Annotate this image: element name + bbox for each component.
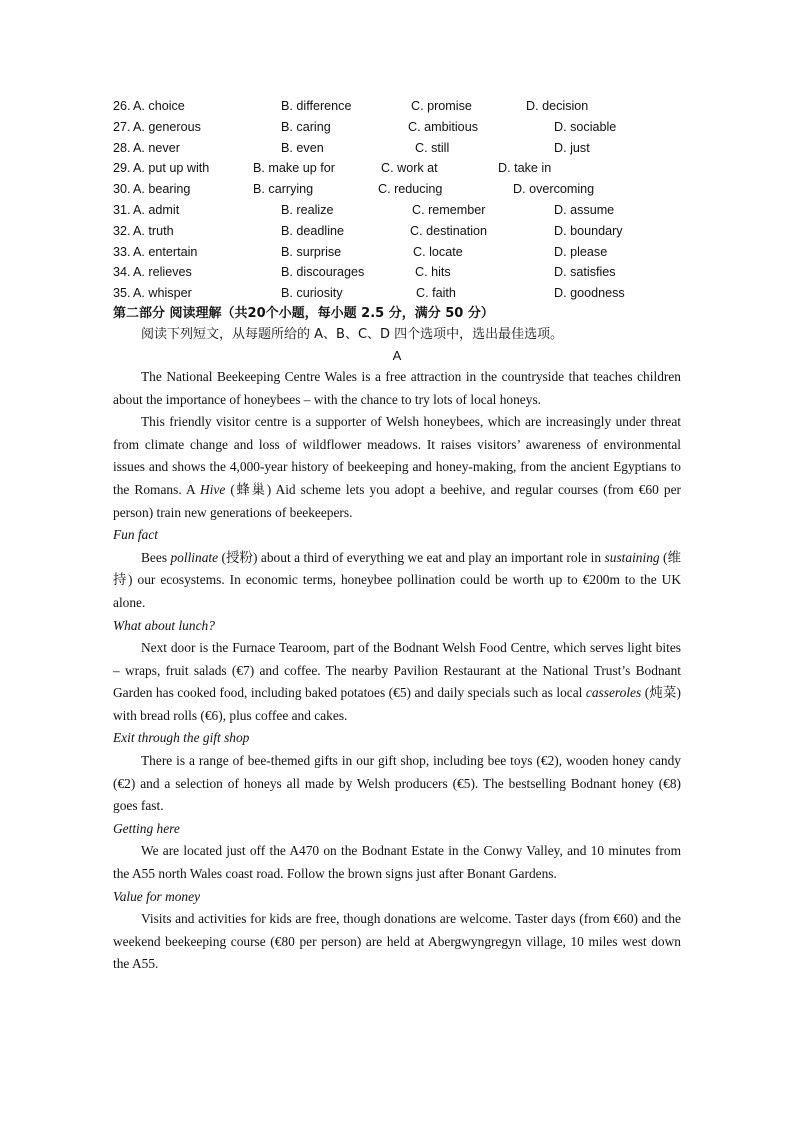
question-number: 30. bbox=[113, 182, 131, 197]
text-run: This friendly visitor centre is a supporter of Welsh honeybees, which are increasingly under threat from climate change and loss of wildflower meadows. It raises visitors’ awareness of environmental issues and shows the 4,000-year history of beekeeping and honey-making, from the ancient Egyptians to the Romans. A bbox=[113, 414, 681, 497]
option-b: B. even bbox=[281, 140, 324, 155]
option-c: C. ambitious bbox=[408, 119, 478, 134]
question-number: 34. bbox=[113, 265, 131, 280]
option-d: D. assume bbox=[554, 202, 615, 217]
question-number: 35. bbox=[113, 286, 131, 301]
option-row-33 bbox=[113, 242, 681, 263]
option-a: A. put up with bbox=[133, 161, 210, 176]
option-d: D. goodness bbox=[554, 286, 625, 301]
glossed-term-sustaining: sustaining bbox=[604, 549, 660, 565]
heading-fun-fact: Fun fact bbox=[113, 527, 158, 543]
heading-gift-shop: Exit through the gift shop bbox=[113, 730, 250, 746]
gloss: (蜂巢) bbox=[225, 481, 272, 497]
glossed-term-hive: Hive bbox=[200, 481, 226, 497]
option-d: D. just bbox=[554, 140, 590, 155]
option-a: A. whisper bbox=[133, 286, 192, 301]
cloze-options bbox=[113, 96, 681, 304]
option-row-30 bbox=[113, 179, 681, 200]
passage-paragraph-1: The National Beekeeping Centre Wales is a free attraction in the countryside that teaches children about the importance of honeybees – with the chance to try lots of local honeys. bbox=[113, 368, 681, 407]
option-c: C. reducing bbox=[378, 182, 443, 197]
passage-label: A bbox=[392, 347, 402, 363]
option-b: B. difference bbox=[281, 99, 352, 113]
passage-paragraph-5: There is a range of bee-themed gifts in our gift shop, including bee toys (€2), wooden honey candy (€2) and a selection of honeys all made by Welsh producers (€5). The bestselling Bodnant honey (€8) goes fast. bbox=[113, 753, 681, 814]
option-row-34 bbox=[113, 262, 681, 283]
option-a: A. entertain bbox=[133, 244, 198, 259]
option-row-31 bbox=[113, 200, 681, 221]
question-number: 26. bbox=[113, 99, 131, 113]
option-b: B. surprise bbox=[281, 244, 342, 259]
option-b: B. realize bbox=[281, 202, 334, 217]
option-d: D. please bbox=[554, 244, 608, 259]
glossed-term-casseroles: casseroles bbox=[585, 685, 642, 701]
option-c: C. hits bbox=[415, 265, 451, 280]
text-run: Next door is the Furnace Tearoom, part of the Bodnant Welsh Food Centre, which serves light bites – wraps, fruit salads (€7) and coffee. The nearby Pavilion Restaurant at the National Trust’s Bodnant Garden has cooked food, including baked potatoes (€5) and daily specials such as local bbox=[113, 640, 681, 701]
option-b: B. discourages bbox=[281, 265, 365, 280]
section-instruction: 阅读下列短文，从每题所给的 A、B、C、D 四个选项中，选出最佳选项。 bbox=[141, 326, 564, 342]
question-number: 28. bbox=[113, 140, 131, 155]
option-b: B. carrying bbox=[253, 182, 314, 197]
option-row-27 bbox=[113, 117, 681, 138]
option-row-26 bbox=[113, 96, 681, 117]
option-row-29 bbox=[113, 158, 681, 179]
passage-paragraph-6: We are located just off the A470 on the Bodnant Estate in the Conwy Valley, and 10 minutes from the A55 north Wales coast road. Follow the brown signs just after Bonant Gardens. bbox=[113, 843, 681, 882]
option-d: D. satisfies bbox=[554, 265, 616, 280]
option-a: A. never bbox=[133, 140, 180, 155]
option-a: A. admit bbox=[133, 202, 180, 217]
text-run: Bees bbox=[141, 549, 171, 565]
option-a: A. relieves bbox=[133, 265, 192, 280]
option-b: B. deadline bbox=[281, 223, 345, 238]
option-c: C. remember bbox=[412, 202, 486, 217]
section-title: 第二部分 阅读理解（共20个小题，每小题 2.5 分，满分 50 分） bbox=[113, 305, 494, 321]
option-row-28 bbox=[113, 138, 681, 159]
text-run: (授粉) about a third of everything we eat and play an important role in bbox=[218, 549, 605, 565]
glossed-term-pollinate: pollinate bbox=[170, 549, 219, 565]
option-d: D. decision bbox=[526, 99, 589, 113]
heading-value: Value for money bbox=[113, 888, 201, 904]
option-d: D. take in bbox=[498, 161, 552, 176]
passage-paragraph-3 bbox=[113, 547, 681, 615]
option-c: C. still bbox=[415, 140, 450, 155]
heading-lunch: What about lunch? bbox=[113, 617, 215, 633]
question-number: 29. bbox=[113, 161, 131, 176]
passage-paragraph-7: Visits and activities for kids are free, though donations are welcome. Taster days (from €60) and the weekend beekeeping course (€80 per person) are held at Abergwyngregyn village, 10 miles west down the A55. bbox=[113, 911, 681, 972]
heading-getting-here: Getting here bbox=[113, 820, 180, 836]
option-a: A. generous bbox=[133, 119, 201, 134]
text-run: (维持) our ecosystems. In economic terms, honeybee pollination could be worth up to €200m to the UK alone. bbox=[113, 549, 681, 610]
text-run: Aid scheme lets you adopt a beehive, and regular courses (from €60 per person) train new generations of beekeepers. bbox=[113, 481, 681, 520]
option-a: A. bearing bbox=[133, 182, 191, 197]
option-c: C. work at bbox=[381, 161, 438, 176]
option-a: A. truth bbox=[133, 223, 174, 238]
question-number: 31. bbox=[113, 202, 131, 217]
option-c: C. destination bbox=[410, 223, 488, 238]
question-number: 33. bbox=[113, 244, 131, 259]
option-row-32 bbox=[113, 221, 681, 242]
option-c: C. faith bbox=[416, 286, 456, 301]
question-number: 32. bbox=[113, 223, 131, 238]
option-d: D. boundary bbox=[554, 223, 623, 238]
option-c: C. locate bbox=[413, 244, 463, 259]
question-number: 27. bbox=[113, 119, 131, 134]
option-a: A. choice bbox=[133, 99, 185, 113]
option-b: B. make up for bbox=[253, 161, 335, 176]
option-d: D. sociable bbox=[554, 119, 617, 134]
exam-page bbox=[113, 96, 681, 976]
option-b: B. curiosity bbox=[281, 286, 343, 301]
option-row-35 bbox=[113, 283, 681, 304]
option-d: D. overcoming bbox=[513, 182, 595, 197]
option-c: C. promise bbox=[411, 99, 472, 113]
text-run: (炖菜) with bread rolls (€6), plus coffee and cakes. bbox=[113, 685, 681, 723]
option-b: B. caring bbox=[281, 119, 331, 134]
passage-paragraph-2 bbox=[113, 411, 681, 524]
passage-paragraph-4 bbox=[113, 637, 681, 727]
